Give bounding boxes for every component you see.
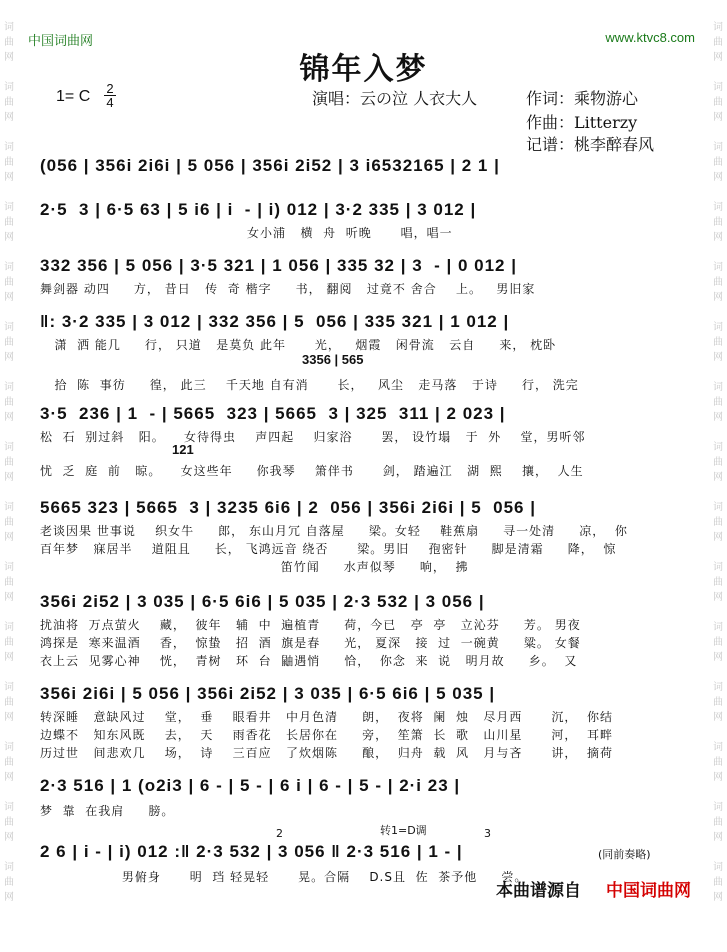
score-row-2 (40, 200, 700, 246)
notation-line: 2·3 516 | 1 (o2i3 | 6 - | 5 - | 6 i | 6 - | 5 - | 2·i 23 | (40, 776, 461, 795)
lyric-line: 梦 靠 在我肩 膀。 (40, 804, 175, 818)
lyric-line: 老谈因果 世事说 织女牛 郎， 东山月冗 自落屋 梁。女轻 鞋蕉扇 寻一处清 凉， 你 (40, 524, 628, 538)
score-row-6 (40, 498, 700, 580)
notation-line: 3·5 236 | 1 - | 5665 323 | 5665 3 | 325 311 | 2 023 | (40, 404, 506, 423)
lyric-line: 女小浦 横 舟 听晚 唱，唱一 (40, 226, 453, 240)
notation-line: 5665 323 | 5665 3 | 3235 6i6 | 2 056 | 356i 2i6i | 5 056 | (40, 498, 536, 517)
lyricist-credit: 作词：乘物游心 (526, 89, 639, 108)
site-url-right[interactable]: www.ktvc8.com (605, 30, 695, 45)
composer-credit: 作曲：Litterzy (526, 113, 638, 132)
lyric-line: 笛竹闻 水声似琴 响， 拂 (40, 560, 469, 574)
lyric-line: 拾 陈 事彷 徨， 此三 千天地 自有消 长， 风尘 走马落 于诗 行， 洗完 (40, 378, 579, 392)
source-site-link[interactable]: 中国词曲网 (606, 881, 691, 901)
lyric-line: 鸿探是 寒来温酒 香， 惊蛰 招 酒 旗是春 光， 夏深 接 过 一碗黄 粱。 女餐 (40, 636, 581, 650)
tuplet-marking: 121 (172, 442, 194, 457)
lyric-line: 百年梦 寐居半 道阻且 长， 飞鸿远音 绕否 梁。男旧 孢密针 脚是清霜 降， 惊 (40, 542, 617, 556)
notation-line: 2 6 | i - | i) 012 :‖ 2·3 532 | 3 056 ‖ 2·3 516 | 1 - | (40, 842, 463, 861)
lyric-line: 历过世 间悲欢几 场， 诗 三百应 了炊烟陈 酿， 归舟 载 风 月与吝 讲， 摘荷 (40, 746, 613, 760)
lyric-line: 转深睡 意缺风过 堂， 垂 眼看井 中月色清 朗， 夜将 阑 烛 尽月西 沉， 你结 (40, 710, 613, 724)
notation-line: 356i 2i52 | 3 035 | 6·5 6i6 | 5 035 | 2·3 532 | 3 056 | (40, 592, 485, 611)
ending-note: (同前奏略) (598, 848, 651, 861)
notation-line: 332 356 | 5 056 | 3·5 321 | 1 056 | 335 32 | 3 - | 0 012 | (40, 256, 517, 275)
meter-bottom: 4 (106, 95, 114, 110)
lyric-line: 边蝶不 知东风既 去， 天 雨香花 长居你在 旁， 笙箫 长 歌 山川星 河， 耳畔 (40, 728, 613, 742)
score-row-4 (40, 312, 700, 398)
score-row-7 (40, 592, 700, 674)
watermark-right: 词 曲 网 词 曲 网 词 曲 网 词 曲 网 词 曲 网 词 曲 网 词 曲 网 词 曲 网 词 曲 网 词 曲 网 词 曲 网 词 曲 网 词 曲 网 词 曲 网 词 曲 网 (713, 22, 723, 903)
notation-line: 2·5 3 | 6·5 63 | 5 i6 | i - | i) 012 | 3·2 335 | 3 012 | (40, 200, 477, 219)
score-row-8 (40, 684, 700, 766)
volta-2-label: 3 (484, 827, 491, 840)
score-row-3 (40, 256, 700, 302)
notation-line: 356i 2i6i | 5 056 | 356i 2i52 | 3 035 | 6·5 6i6 | 5 035 | (40, 684, 496, 703)
site-name-left[interactable]: 中国词曲网 (28, 34, 94, 49)
lyric-line: 舞剑器 动四 方， 昔日 传 奇 楷字 书， 翻阅 过竟不 舍合 上。 男旧家 (40, 282, 536, 296)
lyric-line: 男俯身 明 珰 轻晃轻 晃。合隔 D.S且 佐 茶予他 尝。 (40, 870, 528, 884)
song-title: 锦年入梦 (299, 52, 428, 87)
transcriber-credit: 记谱：桃李醉春风 (526, 135, 655, 154)
lyric-line: 松 石 别过斜 阳。 女待得虫 声四起 归家浴 罢， 设竹塌 于 外 堂，男听邻 (40, 430, 586, 444)
source-label: 本曲谱源自 (496, 881, 581, 901)
notation-line: ‖: 3·2 335 | 3 012 | 332 356 | 5 056 | 335 321 | 1 012 | (40, 312, 510, 331)
key-signature: 1= C (56, 88, 91, 105)
watermark-left: 词 曲 网 词 曲 网 词 曲 网 词 曲 网 词 曲 网 词 曲 网 词 曲 网 词 曲 网 词 曲 网 词 曲 网 词 曲 网 词 曲 网 词 曲 网 词 曲 网 词 曲 网 (4, 22, 14, 903)
lyric-line: 忧 乏 庭 前 晾。 女这些年 你我琴 箫伴书 剑， 踏遍江 湖 熙 攘， 人生 (40, 464, 584, 478)
key-change-label: 转1=D调 (380, 824, 427, 837)
notation-line: (056 | 356i 2i6i | 5 056 | 356i 2i52 | 3 i6532165 | 2 1 | (40, 156, 500, 175)
volta-1-label: 2 (276, 827, 283, 840)
score-row-5 (40, 404, 700, 484)
lyric-line: 衣上云 见雾心神 恍， 青树 环 台 鼬遇悄 恰， 你念 来 说 明月故 乡。 又 (40, 654, 578, 668)
score-row-9 (40, 776, 700, 822)
lyric-line: 扰油将 万点萤火 藏， 彼年 辅 中 遍植青 荷，今已 亭 亭 立沁芬 芳。 男夜 (40, 618, 581, 632)
meter-top: 2 (106, 81, 114, 96)
chord-marking: 3356 | 565 (302, 352, 364, 367)
singer-credit: 演唱：云の泣 人衣大人 (312, 89, 478, 108)
time-signature (104, 82, 116, 109)
lyric-line: 潇 洒 能几 行， 只道 是莫负 此年 光， 烟霞 闲骨流 云自 来， 枕卧 (40, 338, 557, 352)
score-row-1 (40, 156, 700, 196)
